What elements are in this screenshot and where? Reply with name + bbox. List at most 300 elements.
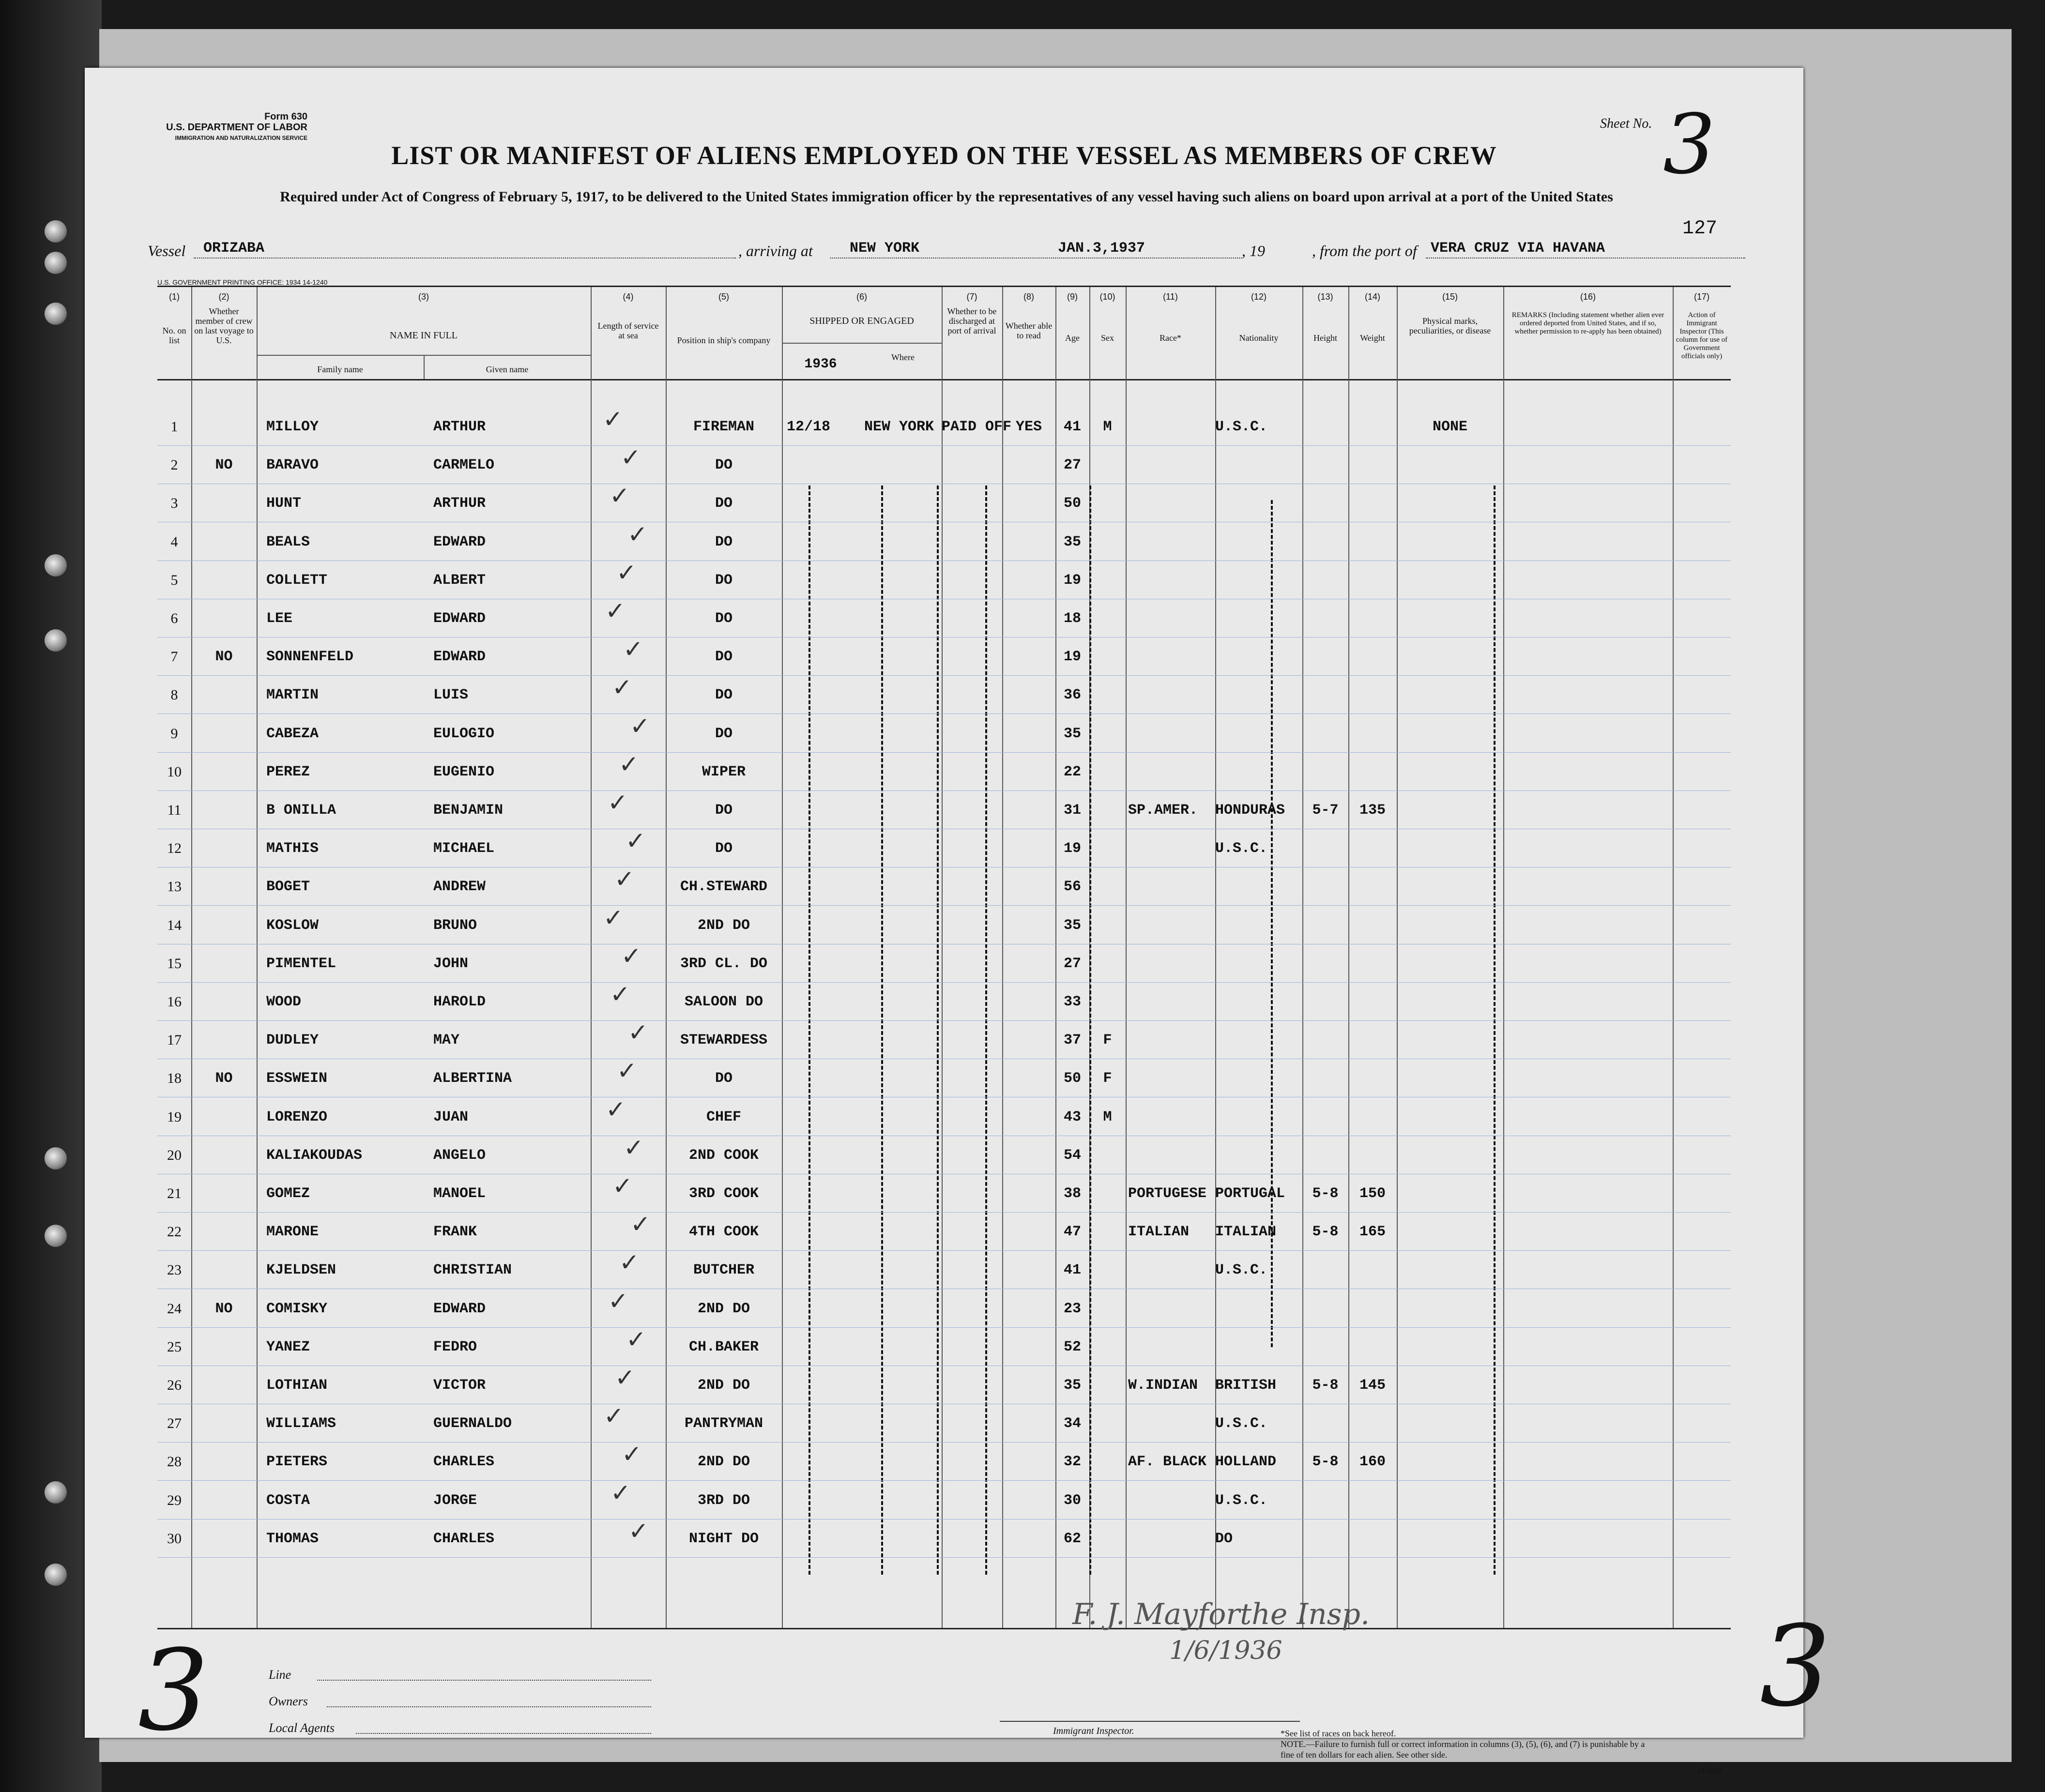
- cell-given: FRANK: [433, 1224, 477, 1241]
- check-mark: ✓: [610, 482, 630, 510]
- cell-when: [787, 562, 855, 599]
- cell-when: [787, 676, 855, 714]
- cell-no: 9: [170, 725, 178, 742]
- cell-where: [864, 868, 942, 906]
- cell-given: ALBERT: [433, 572, 486, 589]
- cell-no: 24: [167, 1300, 182, 1317]
- cell-nationality: U.S.C.: [1215, 1262, 1268, 1279]
- check-mark: ✓: [630, 712, 650, 740]
- col-num-12: (12): [1251, 292, 1267, 302]
- cell-nationality: [1215, 907, 1302, 944]
- col-num-14: (14): [1364, 292, 1380, 302]
- cell-nationality: [1215, 868, 1302, 906]
- cell-weight: [1348, 1060, 1397, 1097]
- cell-no: 4: [170, 533, 178, 550]
- cell-given: BRUNO: [433, 917, 477, 934]
- cell-nationality: [1215, 638, 1302, 676]
- cell-marks: [1397, 830, 1503, 867]
- cell-read: [1002, 868, 1055, 906]
- cell-height: [1302, 1482, 1348, 1519]
- cell-prev: [191, 523, 257, 561]
- cell-race: [1128, 1021, 1215, 1059]
- from-port: VERA CRUZ VIA HAVANA: [1431, 240, 1605, 257]
- cell-family: THOMAS: [266, 1530, 319, 1547]
- cell-family: BOGET: [266, 879, 310, 896]
- cell-no: 7: [170, 649, 178, 665]
- cell-marks: [1397, 945, 1503, 983]
- cell-read: [1002, 1213, 1055, 1251]
- cell-position: BUTCHER: [693, 1262, 755, 1279]
- col-header-16: REMARKS (Including statement whether alien ever ordered deported from United States, and if so, whether permission to re-apply has been obtained): [1511, 311, 1664, 335]
- col-header-3: NAME IN FULL: [390, 330, 458, 341]
- binder-hole: [45, 554, 67, 577]
- cell-sex: [1089, 1290, 1126, 1328]
- cell-sex: [1089, 523, 1126, 561]
- cell-prev: NO: [215, 1300, 233, 1317]
- check-mark: ✓: [624, 1134, 644, 1161]
- cell-nationality: U.S.C.: [1215, 1492, 1268, 1509]
- cell-nationality: [1215, 485, 1302, 522]
- cell-position: 2ND DO: [697, 1377, 750, 1394]
- cell-given: ANDREW: [433, 879, 486, 896]
- cell-where: [864, 676, 942, 714]
- col-header-13: Height: [1313, 333, 1337, 343]
- col-num-13: (13): [1317, 292, 1333, 302]
- cell-marks: [1397, 562, 1503, 599]
- cell-prev: [191, 1405, 257, 1443]
- cell-when: [787, 1405, 855, 1443]
- col-num-7: (7): [966, 292, 977, 302]
- cell-where: [864, 945, 942, 983]
- cell-family: GOMEZ: [266, 1185, 310, 1202]
- cell-no: 11: [167, 802, 182, 818]
- cell-family: MARTIN: [266, 687, 319, 704]
- cell-family: COMISKY: [266, 1300, 328, 1317]
- check-mark: ✓: [619, 1249, 640, 1276]
- cell-no: 13: [167, 879, 182, 895]
- cell-marks: [1397, 638, 1503, 676]
- cell-height: [1302, 715, 1348, 753]
- cell-read: [1002, 945, 1055, 983]
- table-row: [157, 408, 1731, 446]
- cell-prev: [191, 408, 257, 446]
- cell-marks: [1397, 600, 1503, 638]
- cell-weight: 145: [1359, 1377, 1386, 1394]
- cell-age: 18: [1063, 610, 1081, 627]
- cell-age: 35: [1063, 917, 1081, 934]
- cell-weight: 160: [1359, 1454, 1386, 1471]
- sheet-number: 3: [1663, 97, 1716, 193]
- cell-height: 5-8: [1312, 1454, 1339, 1471]
- col-header-5: Position in ship's company: [677, 335, 771, 345]
- cell-position: 2ND COOK: [688, 1147, 759, 1164]
- line-label: Line: [269, 1668, 291, 1682]
- cell-race: [1128, 562, 1215, 599]
- cell-sex: F: [1103, 1070, 1112, 1087]
- cell-weight: [1348, 1290, 1397, 1328]
- cell-prev: [191, 1137, 257, 1174]
- year-label: , 19: [1242, 242, 1265, 259]
- cell-race: [1128, 600, 1215, 638]
- cell-read: [1002, 1137, 1055, 1174]
- cell-race: [1128, 868, 1215, 906]
- cell-prev: [191, 945, 257, 983]
- cell-nationality: [1215, 676, 1302, 714]
- cell-weight: [1348, 446, 1397, 484]
- cell-where: [864, 830, 942, 867]
- cell-discharge: [942, 1367, 1002, 1404]
- cell-prev: [191, 1367, 257, 1404]
- cell-discharge: PAID OFF: [942, 419, 1012, 435]
- table-row: [157, 446, 1731, 484]
- cell-when: [787, 485, 855, 522]
- cell-given: GUERNALDO: [433, 1415, 512, 1432]
- cell-given: EULOGIO: [433, 725, 495, 742]
- cell-sex: [1089, 830, 1126, 867]
- cell-marks: [1397, 1213, 1503, 1251]
- cell-marks: [1397, 715, 1503, 753]
- cell-race: [1128, 1290, 1215, 1328]
- cell-age: 30: [1063, 1492, 1081, 1509]
- cell-height: [1302, 983, 1348, 1021]
- col-header-8: Whether able to read: [1005, 321, 1053, 340]
- col-num-5: (5): [718, 292, 729, 302]
- check-mark: ✓: [604, 1402, 624, 1430]
- cell-where: [864, 1213, 942, 1251]
- cell-no: 12: [167, 840, 182, 857]
- cell-nationality: ITALIAN: [1215, 1224, 1277, 1241]
- cell-no: 30: [167, 1530, 182, 1547]
- cell-when: [787, 1482, 855, 1519]
- cell-age: 27: [1063, 955, 1081, 972]
- cell-when: [787, 600, 855, 638]
- cell-discharge: [942, 715, 1002, 753]
- cell-marks: [1397, 791, 1503, 829]
- cell-family: PIETERS: [266, 1454, 328, 1471]
- cell-nationality: [1215, 753, 1302, 791]
- cell-marks: [1397, 1098, 1503, 1136]
- cell-given: VICTOR: [433, 1377, 486, 1394]
- cell-family: LOTHIAN: [266, 1377, 328, 1394]
- cell-marks: [1397, 485, 1503, 522]
- cell-family: LORENZO: [266, 1109, 328, 1125]
- cell-race: [1128, 638, 1215, 676]
- cell-marks: [1397, 1137, 1503, 1174]
- cell-race: [1128, 676, 1215, 714]
- form-number: Form 630: [264, 111, 307, 122]
- cell-race: [1128, 1405, 1215, 1443]
- cell-position: DO: [715, 725, 733, 742]
- cell-marks: [1397, 1367, 1503, 1404]
- cell-no: 19: [167, 1109, 182, 1125]
- col-header-12: Nationality: [1239, 333, 1279, 343]
- cell-no: 25: [167, 1338, 182, 1355]
- cell-given: JUAN: [433, 1109, 469, 1125]
- table-row: [157, 559, 1731, 599]
- cell-read: [1002, 1175, 1055, 1213]
- cell-given: HAROLD: [433, 994, 486, 1010]
- cell-position: DO: [715, 687, 733, 704]
- cell-read: [1002, 1328, 1055, 1366]
- arriving-port: NEW YORK: [850, 240, 920, 257]
- cell-race: W.INDIAN: [1128, 1377, 1198, 1394]
- cell-nationality: U.S.C.: [1215, 1415, 1268, 1432]
- where-header: Where: [891, 352, 915, 362]
- cell-family: YANEZ: [266, 1338, 310, 1355]
- cell-weight: [1348, 1251, 1397, 1289]
- footnote: [1281, 1728, 1648, 1760]
- cell-nationality: [1215, 945, 1302, 983]
- table-row: [157, 1172, 1731, 1213]
- cell-when: [787, 1328, 855, 1366]
- cell-given: EDWARD: [433, 1300, 486, 1317]
- cell-when: [787, 753, 855, 791]
- cell-where: [864, 983, 942, 1021]
- cell-family: MATHIS: [266, 840, 319, 857]
- check-mark: ✓: [603, 406, 623, 433]
- col-num-16: (16): [1580, 292, 1596, 302]
- cell-when: [787, 983, 855, 1021]
- cell-no: 5: [170, 572, 178, 588]
- cell-age: 52: [1063, 1338, 1081, 1355]
- cell-sex: M: [1103, 419, 1112, 435]
- cell-sex: [1089, 753, 1126, 791]
- cell-weight: [1348, 638, 1397, 676]
- cell-given: ALBERTINA: [433, 1070, 512, 1087]
- cell-given: CHARLES: [433, 1454, 495, 1471]
- cell-sex: [1089, 1405, 1126, 1443]
- cell-read: [1002, 830, 1055, 867]
- cell-age: 22: [1063, 763, 1081, 780]
- cell-read: [1002, 446, 1055, 484]
- cell-where: [864, 485, 942, 522]
- cell-race: [1128, 1251, 1215, 1289]
- cell-height: [1302, 446, 1348, 484]
- page-number: 127: [1682, 218, 1718, 240]
- cell-given: ANGELO: [433, 1147, 486, 1164]
- cell-position: DO: [715, 495, 733, 512]
- cell-sex: F: [1103, 1032, 1112, 1049]
- cell-family: KJELDSEN: [266, 1262, 336, 1279]
- cell-age: 38: [1063, 1185, 1081, 1202]
- cell-read: [1002, 1367, 1055, 1404]
- cell-position: DO: [715, 840, 733, 857]
- cell-given: EDWARD: [433, 649, 486, 666]
- cell-marks: [1397, 1520, 1503, 1558]
- table-row: [157, 1517, 1731, 1558]
- cell-prev: NO: [215, 1070, 233, 1087]
- cell-race: [1128, 1520, 1215, 1558]
- cell-discharge: [942, 1482, 1002, 1519]
- cell-weight: [1348, 868, 1397, 906]
- col-num-9: (9): [1067, 292, 1078, 302]
- cell-given: MANOEL: [433, 1185, 486, 1202]
- cell-age: 34: [1063, 1415, 1081, 1432]
- cell-sex: M: [1103, 1109, 1112, 1125]
- cell-when: [787, 523, 855, 561]
- cell-when: [787, 1520, 855, 1558]
- cell-given: ARTHUR: [433, 419, 486, 435]
- cell-family: KALIAKOUDAS: [266, 1147, 363, 1164]
- cell-height: [1302, 1405, 1348, 1443]
- cell-age: 23: [1063, 1300, 1081, 1317]
- cell-marks: [1397, 983, 1503, 1021]
- cell-sex: [1089, 945, 1126, 983]
- cell-height: [1302, 408, 1348, 446]
- cell-weight: [1348, 485, 1397, 522]
- cell-where: [864, 1405, 942, 1443]
- cell-race: AF. BLACK: [1128, 1454, 1207, 1471]
- cell-read: YES: [1015, 419, 1042, 435]
- cell-where: [864, 1098, 942, 1136]
- check-mark: ✓: [628, 1019, 648, 1047]
- cell-no: 17: [167, 1032, 182, 1048]
- cell-discharge: [942, 485, 1002, 522]
- cell-where: [864, 600, 942, 638]
- cell-nationality: [1215, 1328, 1302, 1366]
- cell-marks: [1397, 446, 1503, 484]
- cell-where: NEW YORK: [864, 419, 934, 435]
- col-header-4: Length of service at sea: [597, 321, 659, 340]
- check-mark: ✓: [606, 1095, 626, 1123]
- penalty-note: NOTE.—Failure to furnish full or correct information in columns (3), (5), (6), and (7) is punishable by a fine of ten dollars for each alien. See other side.: [1281, 1739, 1645, 1760]
- col-header-2: Whether member of crew on last voyage to U.S.: [194, 306, 254, 345]
- cell-race: [1128, 1098, 1215, 1136]
- col-num-17: (17): [1694, 292, 1709, 302]
- cell-read: [1002, 1520, 1055, 1558]
- cell-position: CH.BAKER: [688, 1338, 759, 1355]
- table-row: [157, 750, 1731, 791]
- cell-position: 3RD CL. DO: [680, 955, 768, 972]
- cell-prev: [191, 1021, 257, 1059]
- cell-no: 28: [167, 1454, 182, 1470]
- cell-prev: [191, 1098, 257, 1136]
- cell-family: HUNT: [266, 495, 302, 512]
- cell-when: [787, 1137, 855, 1174]
- cell-age: 32: [1063, 1454, 1081, 1471]
- cell-where: [864, 753, 942, 791]
- cell-sex: [1089, 907, 1126, 944]
- cell-when: [787, 1175, 855, 1213]
- cell-no: 3: [170, 495, 178, 512]
- cell-read: [1002, 753, 1055, 791]
- cell-weight: [1348, 753, 1397, 791]
- check-mark: ✓: [622, 1441, 642, 1468]
- cell-no: 18: [167, 1070, 182, 1087]
- cell-sex: [1089, 600, 1126, 638]
- cell-nationality: U.S.C.: [1215, 419, 1268, 435]
- cell-when: [787, 1251, 855, 1289]
- table-row: [157, 1287, 1731, 1328]
- cell-where: [864, 562, 942, 599]
- cell-nationality: [1215, 1137, 1302, 1174]
- cell-read: [1002, 715, 1055, 753]
- col-header-6: SHIPPED OR ENGAGED: [809, 316, 914, 326]
- cell-family: COLLETT: [266, 572, 328, 589]
- cell-marks: [1397, 1290, 1503, 1328]
- cell-marks: [1397, 523, 1503, 561]
- cell-where: [864, 907, 942, 944]
- cell-position: CHEF: [706, 1109, 741, 1125]
- col-num-8: (8): [1023, 292, 1034, 302]
- cell-family: CABEZA: [266, 725, 319, 742]
- table-row: [157, 1402, 1731, 1443]
- cell-given: MAY: [433, 1032, 460, 1049]
- cell-no: 6: [170, 610, 178, 626]
- cell-discharge: [942, 1405, 1002, 1443]
- table-row: [157, 791, 1731, 829]
- col-header-11: Race*: [1160, 333, 1181, 343]
- from-label: , from the port of: [1312, 242, 1417, 259]
- cell-prev: [191, 715, 257, 753]
- cell-no: 22: [167, 1224, 182, 1240]
- cell-given: EDWARD: [433, 610, 486, 627]
- cell-age: 54: [1063, 1147, 1081, 1164]
- cell-prev: [191, 1213, 257, 1251]
- cell-age: 36: [1063, 687, 1081, 704]
- col-header-7: Whether to be discharged at port of arrival: [947, 306, 997, 335]
- binder-hole: [45, 1147, 67, 1169]
- cell-family: KOSLOW: [266, 917, 319, 934]
- cell-read: [1002, 600, 1055, 638]
- cell-sex: [1089, 1443, 1126, 1481]
- table-row: [157, 1443, 1731, 1481]
- cell-weight: [1348, 1137, 1397, 1174]
- cell-discharge: [942, 562, 1002, 599]
- cell-weight: 150: [1359, 1185, 1386, 1202]
- cell-where: [864, 715, 942, 753]
- check-mark: ✓: [628, 1517, 649, 1545]
- cell-position: WIPER: [702, 763, 746, 780]
- cell-given: CHRISTIAN: [433, 1262, 512, 1279]
- cell-nationality: BRITISH: [1215, 1377, 1277, 1394]
- cell-height: [1302, 1021, 1348, 1059]
- cell-discharge: [942, 446, 1002, 484]
- table-row: [157, 1057, 1731, 1097]
- cell-height: [1302, 1290, 1348, 1328]
- cell-marks: [1397, 1482, 1503, 1519]
- cell-discharge: [942, 907, 1002, 944]
- cell-race: [1128, 830, 1215, 867]
- cell-weight: [1348, 676, 1397, 714]
- check-mark: ✓: [619, 750, 639, 778]
- cell-discharge: [942, 868, 1002, 906]
- cell-prev: [191, 485, 257, 522]
- document-title: LIST OR MANIFEST OF ALIENS EMPLOYED ON THE VESSEL AS MEMBERS OF CREW: [391, 141, 1497, 170]
- cell-family: DUDLEY: [266, 1032, 319, 1049]
- cell-marks: [1397, 676, 1503, 714]
- check-mark: ✓: [617, 1057, 637, 1085]
- cell-height: [1302, 868, 1348, 906]
- cell-marks: [1397, 907, 1503, 944]
- manifest-table: [157, 286, 1731, 1629]
- manifest-page: [85, 68, 1831, 1775]
- cell-where: [864, 1520, 942, 1558]
- cell-nationality: [1215, 715, 1302, 753]
- cell-discharge: [942, 1021, 1002, 1059]
- cell-height: 5-8: [1312, 1224, 1339, 1241]
- cell-discharge: [942, 945, 1002, 983]
- binder-hole: [45, 252, 67, 274]
- vessel-name: ORIZABA: [203, 240, 265, 257]
- cell-weight: [1348, 983, 1397, 1021]
- arriving-label: , arriving at: [738, 242, 813, 259]
- cell-weight: [1348, 945, 1397, 983]
- cell-read: [1002, 523, 1055, 561]
- check-mark: ✓: [612, 674, 632, 701]
- cell-height: [1302, 1328, 1348, 1366]
- cell-weight: [1348, 1405, 1397, 1443]
